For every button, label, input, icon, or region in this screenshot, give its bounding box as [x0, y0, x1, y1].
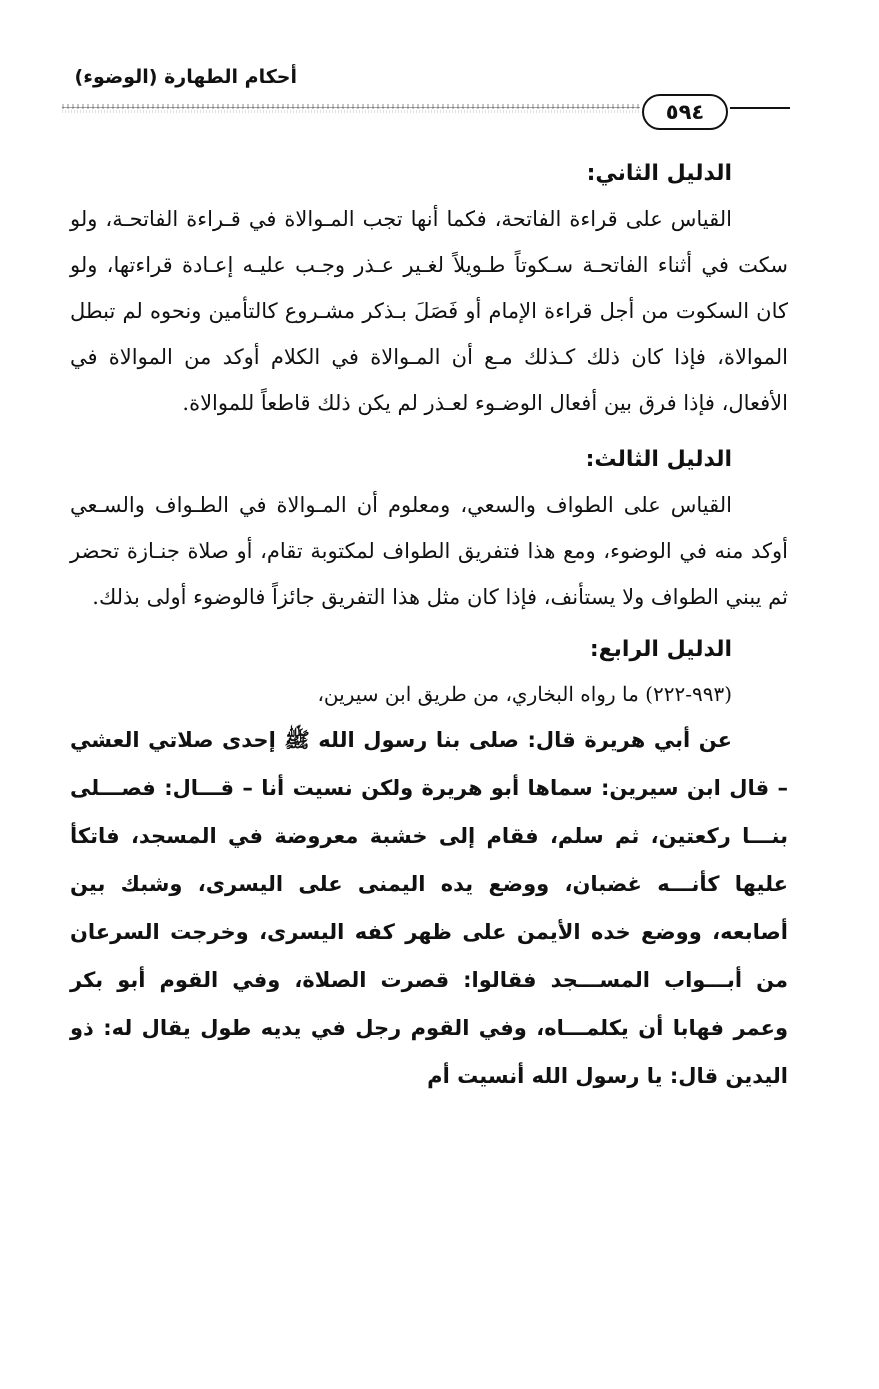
- hadith-text: عن أبي هريرة قال: صلى بنا رسول الله ﷺ إحدى صلاتي العشي – قال ابن سيرين: سماها أبو هريرة ولكن نسيت أنا – قـــال: فصـــلى بنـــا ركعتين، ثم سلم، فقام إلى خشبة معروضة في المسجد، فاتكأ عليها كأنـــه غضبان، ووضع يده اليمنى على اليسرى، وشبك بين أصابعه، ووضع خده الأيمن على ظهر كفه اليسرى، وخرجت السرعان من أبـــواب المســـجد فقالوا: قصرت الصلاة، وفي القوم أبو بكر وعمر فهابا أن يكلمـــاه، وفي القوم رجل في يديه طول يقال له: ذو اليدين قال: يا رسول الله أنسيت أم: [70, 728, 788, 1088]
- page-body: [70, 152, 788, 1100]
- header-rule-texture: [62, 101, 640, 115]
- hadith-reference: (٩٩٣-٢٢٢) ما رواه البخاري، من طريق ابن سيرين،: [317, 682, 732, 706]
- section-text-third: القياس على الطواف والسعي، ومعلوم أن المـوالاة في الطـواف والسـعي أوكد منه في الوضوء، ومع هذا فتفريق الطواف لمكتوبة تقام، أو صلاة جنـازة تحضر ثم يبني الطواف ولا يستأنف، فإذا كان مثل هذا التفريق جائزاً فالوضوء أولى بذلك.: [70, 493, 788, 609]
- section-heading-third: الدليل الثالث:: [585, 447, 732, 472]
- page-number: ٥٩٤: [642, 94, 728, 130]
- section-heading-fourth: الدليل الرابع:: [589, 637, 732, 662]
- section-heading-second: الدليل الثاني:: [586, 161, 732, 186]
- running-title: أحكام الطهارة (الوضوء): [74, 66, 297, 88]
- section-text-second: القياس على قراءة الفاتحة، فكما أنها تجب المـوالاة في قـراءة الفاتحـة، ولو سكت في أثناء الفاتحـة سـكوتاً طـويلاً لغـير عـذر وجـب عليـه إعـادة قراءتها، ولو كان السكوت من أجل قراءة الإمام أو فَصَلَ بـذكر مشـروع كالتأمين ونحوه لم تبطل الموالاة، فإذا كان ذلك كـذلك مـع أن المـوالاة في الكلام أوكد من الموالاة في الأفعال، فإذا فرق بين أفعال الوضـوء لعـذر لم يكن ذلك قاطعاً للموالاة.: [70, 207, 788, 415]
- header-rule-right: [730, 107, 790, 109]
